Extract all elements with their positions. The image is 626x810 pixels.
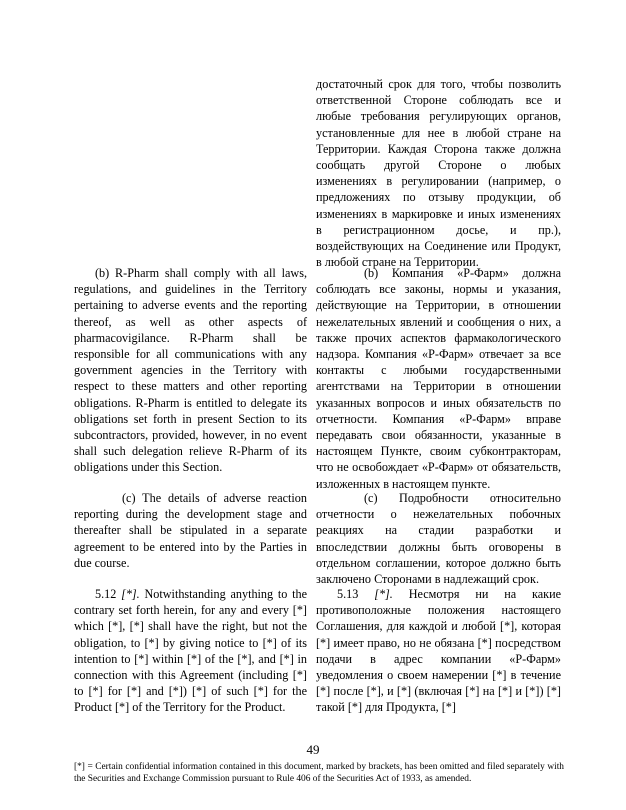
section-text: Несмотря ни на какие противоположные положения настоящего Соглашения, для каждой и любой [*], которая [*] имеет право, но не обязана [*] посредством подачи в адрес компании «Р-Фарм» уведомления о своем намерении [*] в течение [*] после [*], и [*] (включая [*] на [*] и [*]) [*] такой [*] для Продукта, [*] [316, 587, 562, 715]
page-number: 49 [306, 742, 320, 757]
ru-paragraph-c: (c) Подробности относительно отчетности о нежелательных побочных реакциях на стадии разработки и впоследствии должны быть оговорены в отдельном соглашении, которое должно быть заключено Сторонами в надлежащий срок. [316, 491, 561, 587]
ru-section-5-13 [316, 586, 561, 716]
section-title: [*]. [121, 587, 140, 601]
en-paragraph-b: (b) R-Pharm shall comply with all laws, regulations, and guidelines in the Territory pertaining to adverse events and the reporting thereof, as well as other aspects of pharmacovigilance. R-Pharm shall be responsible for all communications with any government agencies in the Territory with respect to these matters and other reporting obligations. R-Pharm is entitled to delegate its obligations set forth in present Section to its subcontractors, provided, however, in no event shall such delegation relieve R-Pharm of its obligations under this Section. [74, 266, 307, 475]
en-paragraph-c: (c) The details of adverse reaction reporting during the development stage and thereafter shall be stipulated in a separate agreement to be entered into by the Parties in due course. [74, 491, 307, 570]
section-number: 5.12 [95, 587, 117, 601]
section-number: 5.13 [337, 587, 359, 601]
section-text: Notwithstanding anything to the contrary set forth herein, for any and every [*] which [*], [*] shall have the right, but not the obligation, to [*] by giving notice to [*] of its intention to [*] within [*] of the [*], and [*] in connection with this Agreement (including [*] to [*] for [*] and [*]) [*] of such [*] for the Product [*] of the Territory for the Product. [74, 587, 307, 715]
ru-paragraph-continuation: достаточный срок для того, чтобы позволить ответственной Стороне соблюдать все и любые требования регулирующих органов, установленные для нее в любой стране на Территории. Каждая Сторона также должна сообщать другой Стороне о любых изменениях в регулировании (например, о предложениях по отзыву продукции, об изменениях в маркировке и иных изменениях в регистрационном досье, и пр.), воздействующих на Соединение или Продукт, в любой стране на Территории. [316, 77, 561, 270]
confidentiality-footnote: [*] = Certain confidential information contained in this document, marked by brackets, has been omitted and filed separately with the Securities and Exchange Commission pursuant to Rule 406 of the Securities Act of 1933, as amended. [74, 762, 564, 784]
section-title: [*]. [374, 587, 393, 601]
ru-paragraph-b: (b) Компания «Р-Фарм» должна соблюдать все законы, нормы и указания, действующие на Территории, в отношении нежелательных явлений и сообщения о них, а также прочих аспектов фармакологического надзора. Компания «Р-Фарм» отвечает за все контакты с любыми государственными агентствами на Территории в отношении указанных вопросов и иных обязательств по отчетности. Компания «Р-Фарм» вправе передавать свои обязанности, указанные в настоящем Пункте, своим субконтракторам, что не освобождает «Р-Фарм» от обязательств, изложенных в настоящем пункте. [316, 266, 561, 491]
en-section-5-12 [74, 586, 307, 716]
